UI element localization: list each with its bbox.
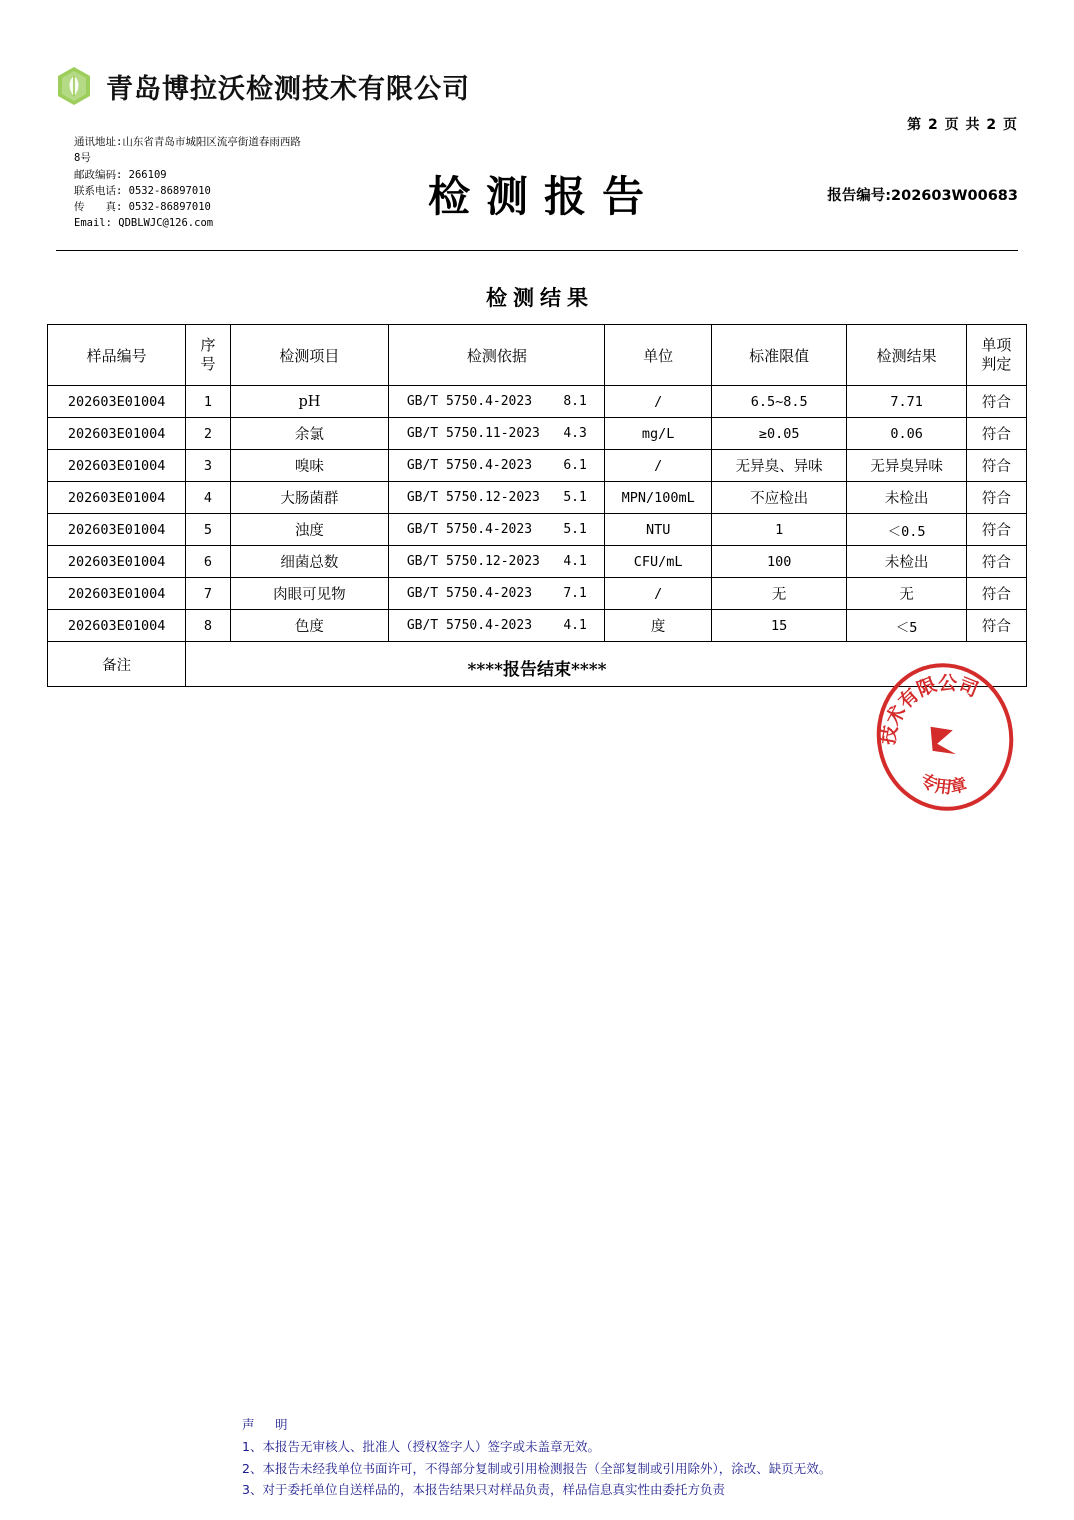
- cell-basis: GB/T 5750.12-2023 5.1: [389, 482, 605, 514]
- col-header-judge-line2: 判定: [981, 355, 1012, 373]
- cell-result: 未检出: [847, 546, 966, 578]
- cell-limit: ≥0.05: [711, 418, 847, 450]
- col-header-result: 检测结果: [847, 325, 966, 386]
- col-header-item: 检测项目: [230, 325, 388, 386]
- cell-seq: 2: [186, 418, 230, 450]
- cell-result: 无: [847, 578, 966, 610]
- document-title: 检测报告: [427, 172, 660, 221]
- col-header-unit: 单位: [605, 325, 711, 386]
- cell-sample: 202603E01004: [48, 610, 186, 642]
- cell-unit: /: [605, 386, 711, 418]
- company-inspection-seal: [856, 648, 1034, 826]
- statement-line-2: 2、本报告未经我单位书面许可，不得部分复制或引用检测报告（全部复制或引用除外），涂改、缺页无效。: [242, 1460, 832, 1476]
- cell-unit: mg/L: [605, 418, 711, 450]
- svg-text:技术有限公司: 技术有限公司: [876, 672, 982, 747]
- address-label: 通讯地址:: [74, 136, 123, 148]
- cell-judge: 符合: [966, 514, 1026, 546]
- cell-sample: 202603E01004: [48, 578, 186, 610]
- results-section-title: 检测结果: [486, 285, 594, 310]
- cell-seq: 6: [186, 546, 230, 578]
- fax-label: 传 真:: [74, 201, 123, 214]
- cell-limit: 不应检出: [711, 482, 847, 514]
- svg-text:专用章: 专用章: [916, 770, 970, 799]
- postcode-label: 邮政编码:: [74, 168, 123, 181]
- report-number: [827, 184, 1018, 205]
- header-divider: [56, 250, 1018, 251]
- cell-basis: GB/T 5750.4-2023 6.1: [389, 450, 605, 482]
- cell-sample: 202603E01004: [48, 514, 186, 546]
- cell-result: 无异臭异味: [847, 450, 966, 482]
- cell-judge: 符合: [966, 610, 1026, 642]
- cell-result: 未检出: [847, 482, 966, 514]
- cell-result: 0.06: [847, 418, 966, 450]
- statement-block: [242, 1414, 1042, 1500]
- address-value: 山东省青岛市城阳区流亭街道春雨西路: [122, 136, 301, 148]
- cell-basis: GB/T 5750.11-2023 4.3: [389, 418, 605, 450]
- remark-label: 备注: [48, 642, 186, 687]
- cell-basis: GB/T 5750.4-2023 4.1: [389, 610, 605, 642]
- cell-unit: /: [605, 578, 711, 610]
- cell-sample: 202603E01004: [48, 482, 186, 514]
- col-header-seq-line2: 号: [200, 355, 216, 373]
- col-header-seq-line1: 序: [200, 336, 216, 355]
- cell-result: 7.71: [847, 386, 966, 418]
- col-header-judge-line1: 单项: [981, 336, 1012, 355]
- statement-title: 声 明: [242, 1417, 292, 1432]
- cell-item: 肉眼可见物: [230, 578, 388, 610]
- cell-judge: 符合: [966, 546, 1026, 578]
- end-of-report-note: ****报告结束****: [467, 660, 607, 680]
- cell-sample: 202603E01004: [48, 450, 186, 482]
- phone-value: 0532-86897010: [128, 184, 211, 197]
- fax-value: 0532-86897010: [128, 201, 211, 214]
- cell-unit: /: [605, 450, 711, 482]
- cell-sample: 202603E01004: [48, 386, 186, 418]
- cell-seq: 5: [186, 514, 230, 546]
- cell-item: pH: [230, 386, 388, 418]
- cell-item: 色度: [230, 610, 388, 642]
- report-header: [56, 62, 1018, 230]
- cell-unit: NTU: [605, 514, 711, 546]
- table-row: [48, 514, 1027, 546]
- cell-result: ＜0.5: [847, 514, 966, 546]
- cell-seq: 1: [186, 386, 230, 418]
- company-logo-row: [56, 62, 1018, 110]
- cell-sample: 202603E01004: [48, 546, 186, 578]
- cell-limit: 1: [711, 514, 847, 546]
- table-row: [48, 610, 1027, 642]
- cell-judge: 符合: [966, 578, 1026, 610]
- cell-basis: GB/T 5750.4-2023 8.1: [389, 386, 605, 418]
- cell-limit: 无: [711, 578, 847, 610]
- page-indicator: 第 2 页 共 2 页: [907, 117, 1018, 133]
- cell-unit: MPN/100mL: [605, 482, 711, 514]
- table-row: [48, 546, 1027, 578]
- postcode-value: 266109: [128, 168, 167, 181]
- col-header-sample: 样品编号: [48, 325, 186, 386]
- cell-seq: 8: [186, 610, 230, 642]
- cell-item: 嗅味: [230, 450, 388, 482]
- cell-basis: GB/T 5750.4-2023 7.1: [389, 578, 605, 610]
- company-name: 青岛博拉沃检测技术有限公司: [106, 73, 470, 105]
- cell-seq: 4: [186, 482, 230, 514]
- phone-label: 联系电话:: [74, 184, 123, 197]
- cell-judge: 符合: [966, 482, 1026, 514]
- cell-limit: 6.5~8.5: [711, 386, 847, 418]
- cell-judge: 符合: [966, 418, 1026, 450]
- email-label: Email:: [74, 217, 112, 230]
- cell-unit: 度: [605, 610, 711, 642]
- table-row: [48, 482, 1027, 514]
- statement-line-1: 1、本报告无审核人、批准人（授权签字人）签字或未盖章无效。: [242, 1439, 600, 1455]
- col-header-judge: [966, 325, 1026, 386]
- cell-judge: 符合: [966, 386, 1026, 418]
- cell-sample: 202603E01004: [48, 418, 186, 450]
- cell-judge: 符合: [966, 450, 1026, 482]
- cell-limit: 100: [711, 546, 847, 578]
- cell-seq: 7: [186, 578, 230, 610]
- company-contact-block: [74, 134, 344, 232]
- col-header-seq: [186, 325, 230, 386]
- address-value-2: 8号: [74, 152, 91, 165]
- cell-basis: GB/T 5750.4-2023 5.1: [389, 514, 605, 546]
- cell-limit: 无异臭、异味: [711, 450, 847, 482]
- cell-basis: GB/T 5750.12-2023 4.1: [389, 546, 605, 578]
- cell-unit: CFU/mL: [605, 546, 711, 578]
- cell-seq: 3: [186, 450, 230, 482]
- email-value: QDBLWJC@126.com: [118, 217, 214, 230]
- cell-item: 余氯: [230, 418, 388, 450]
- table-row: [48, 450, 1027, 482]
- report-number-value: 202603W00683: [891, 188, 1018, 204]
- hexagon-leaf-logo-icon: [56, 66, 92, 106]
- table-row: [48, 418, 1027, 450]
- col-header-limit: 标准限值: [711, 325, 847, 386]
- results-table: [47, 324, 1027, 687]
- cell-limit: 15: [711, 610, 847, 642]
- cell-item: 细菌总数: [230, 546, 388, 578]
- table-row: [48, 386, 1027, 418]
- cell-item: 大肠菌群: [230, 482, 388, 514]
- col-header-basis: 检测依据: [389, 325, 605, 386]
- cell-result: ＜5: [847, 610, 966, 642]
- cell-item: 浊度: [230, 514, 388, 546]
- report-number-label: 报告编号:: [827, 188, 892, 204]
- table-row: [48, 578, 1027, 610]
- table-header-row: [48, 325, 1027, 386]
- statement-line-3: 3、对于委托单位自送样品的，本报告结果只对样品负责，样品信息真实性由委托方负责: [242, 1481, 725, 1497]
